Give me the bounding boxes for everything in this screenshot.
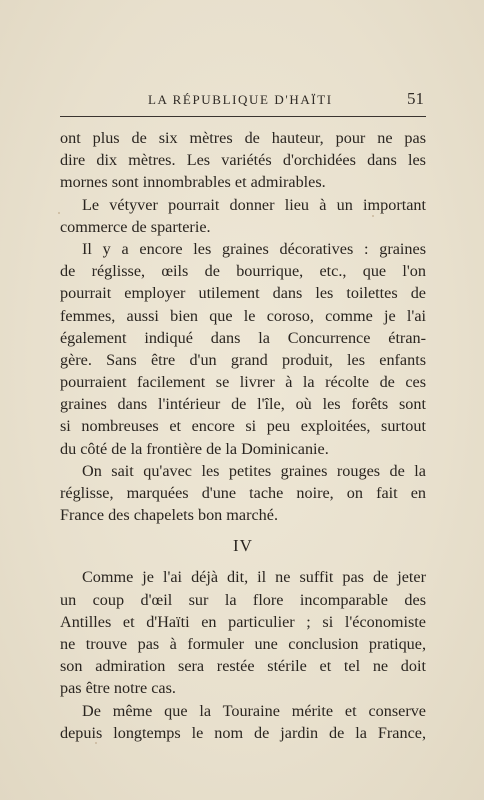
text-line: France des chapelets bon marché. — [60, 506, 278, 525]
text-line: graines dans l'intérieur de l'île, où les forêts sont — [60, 395, 426, 414]
text-line: son admiration sera restée stérile et tel ne doit — [60, 657, 426, 676]
paper-speck — [95, 742, 97, 744]
text-line: On sait qu'avec les petites graines rouges de la — [82, 461, 426, 480]
text-line: femmes, aussi bien que le coroso, comme je l'ai — [60, 306, 426, 325]
header-rule — [60, 116, 426, 117]
text-line: Il y a encore les graines décoratives : graines — [82, 239, 426, 258]
text-line: depuis longtemps le nom de jardin de la France, — [60, 723, 426, 742]
text-line: un coup d'œil sur la flore incomparable des — [60, 590, 426, 609]
text-line: gère. Sans être d'un grand produit, les enfants — [60, 350, 426, 369]
text-line: mornes sont innombrables et admirables. — [60, 173, 326, 192]
text-line: pourraient facilement se livrer à la récolte de ces — [60, 373, 426, 392]
text-line: également indiqué dans la Concurrence étran- — [60, 328, 426, 347]
text-line: ne trouve pas à formuler une conclusion pratique, — [60, 634, 426, 653]
text-line: ont plus de six mètres de hauteur, pour ne pas — [60, 129, 426, 147]
section-heading: IV — [233, 536, 253, 556]
text-line: Comme je l'ai déjà dit, il ne suffit pas de jeter — [82, 568, 426, 587]
page-number: 51 — [407, 89, 424, 108]
running-title: LA RÉPUBLIQUE D'HAÏTI — [148, 92, 333, 107]
text-line: réglisse, marquées d'une tache noire, on fait en — [60, 484, 426, 502]
text-line: commerce de sparterie. — [60, 217, 211, 236]
text-line: Antilles et d'Haïti en particulier ; si l'économiste — [60, 612, 426, 631]
text-line: si nombreuses et encore si peu exploitées, surtout — [60, 417, 426, 436]
text-line: de réglisse, œils de bourrique, etc., que l'on — [60, 262, 426, 281]
text-line: du côté de la frontière de la Dominicanie. — [60, 439, 329, 458]
body-text — [60, 127, 426, 744]
text-line: De même que la Touraine mérite et conserve — [82, 701, 426, 720]
text-line: dire dix mètres. Les variétés d'orchidées dans les — [60, 151, 426, 170]
text-line: pourrait employer utilement dans les toilettes de — [60, 284, 426, 303]
text-line: Le vétyver pourrait donner lieu à un important — [82, 195, 426, 214]
page-header — [60, 89, 424, 114]
paper-speck — [58, 212, 60, 214]
text-line: pas être notre cas. — [60, 679, 176, 698]
paper-speck — [372, 215, 374, 217]
